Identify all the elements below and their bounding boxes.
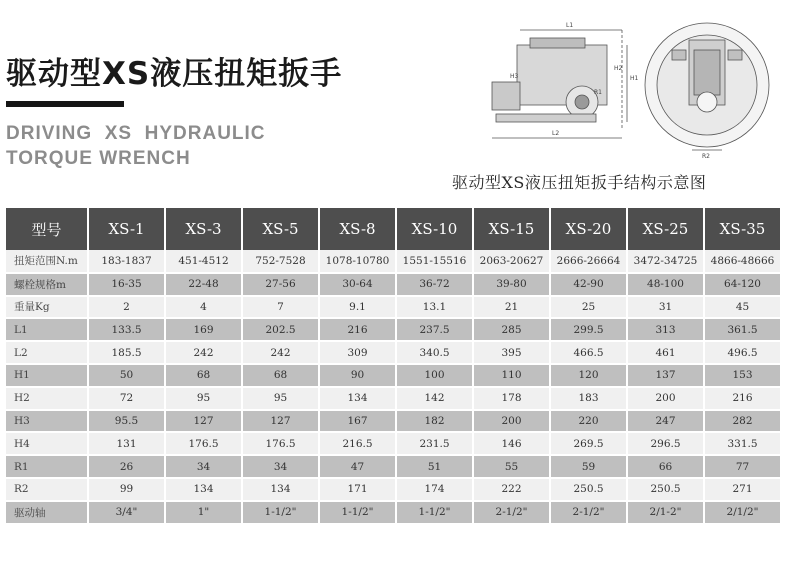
table-cell: 222 (473, 478, 550, 501)
table-cell: 68 (165, 364, 242, 387)
table-cell: 176.5 (165, 432, 242, 455)
column-header: XS-8 (319, 208, 396, 250)
title-underline (6, 101, 124, 107)
table-row (6, 455, 781, 478)
table-row (6, 318, 781, 341)
column-header-model: 型号 (6, 208, 88, 250)
table-cell: 142 (396, 387, 473, 410)
table-cell: 21 (473, 296, 550, 319)
table-cell: 220 (550, 410, 627, 433)
table-cell: 340.5 (396, 341, 473, 364)
row-label: H1 (6, 364, 88, 387)
table-cell: 331.5 (704, 432, 781, 455)
table-cell: 216 (319, 318, 396, 341)
table-cell: 271 (704, 478, 781, 501)
table-cell: 182 (396, 410, 473, 433)
table-cell: 2-1/2" (550, 501, 627, 524)
table-cell: 7 (242, 296, 319, 319)
row-label: H4 (6, 432, 88, 455)
table-cell: 183 (550, 387, 627, 410)
table-cell: 30-64 (319, 273, 396, 296)
table-cell: 200 (627, 387, 704, 410)
table-cell: 3472-34725 (627, 250, 704, 273)
table-cell: 3/4" (88, 501, 165, 524)
table-cell: 55 (473, 455, 550, 478)
diagram-label-h3: H3 (510, 73, 519, 80)
table-cell: 496.5 (704, 341, 781, 364)
row-label: L1 (6, 318, 88, 341)
table-cell: 216 (704, 387, 781, 410)
table-row (6, 501, 781, 524)
column-header: XS-10 (396, 208, 473, 250)
table-cell: 2063-20627 (473, 250, 550, 273)
table-cell: 36-72 (396, 273, 473, 296)
table-cell: 47 (319, 455, 396, 478)
table-row (6, 364, 781, 387)
diagram-label-h2: H2 (614, 65, 623, 72)
table-cell: 95 (242, 387, 319, 410)
table-cell: 16-35 (88, 273, 165, 296)
subtitle-line-1: DRIVING XS HYDRAULIC (6, 123, 266, 144)
table-cell: 242 (242, 341, 319, 364)
table-cell: 247 (627, 410, 704, 433)
table-cell: 90 (319, 364, 396, 387)
table-cell: 167 (319, 410, 396, 433)
diagram-label-r2: R2 (702, 153, 710, 160)
table-cell: 4866-48666 (704, 250, 781, 273)
column-header: XS-5 (242, 208, 319, 250)
page-subtitle-english (6, 121, 266, 171)
table-cell: 183-1837 (88, 250, 165, 273)
table-cell: 22-48 (165, 273, 242, 296)
table-cell: 269.5 (550, 432, 627, 455)
table-cell: 1551-15516 (396, 250, 473, 273)
table-row (6, 432, 781, 455)
table-cell: 45 (704, 296, 781, 319)
diagram-label-r1: R1 (594, 89, 602, 96)
table-cell: 31 (627, 296, 704, 319)
diagram-label-h1: H1 (630, 75, 639, 82)
table-cell: 313 (627, 318, 704, 341)
table-cell: 242 (165, 341, 242, 364)
column-header: XS-25 (627, 208, 704, 250)
row-label: L2 (6, 341, 88, 364)
row-label: 扭矩范围N.m (6, 250, 88, 273)
table-cell: 72 (88, 387, 165, 410)
table-cell: 285 (473, 318, 550, 341)
table-cell: 25 (550, 296, 627, 319)
table-cell: 2/1-2" (627, 501, 704, 524)
table-cell: 153 (704, 364, 781, 387)
spec-table-body (6, 250, 781, 524)
table-cell: 137 (627, 364, 704, 387)
table-cell: 50 (88, 364, 165, 387)
row-label: 重量Kg (6, 296, 88, 319)
table-cell: 34 (242, 455, 319, 478)
table-row (6, 410, 781, 433)
table-cell: 131 (88, 432, 165, 455)
table-cell: 134 (165, 478, 242, 501)
table-cell: 64-120 (704, 273, 781, 296)
table-cell: 127 (242, 410, 319, 433)
table-cell: 202.5 (242, 318, 319, 341)
table-cell: 451-4512 (165, 250, 242, 273)
table-cell: 171 (319, 478, 396, 501)
table-row (6, 387, 781, 410)
table-cell: 146 (473, 432, 550, 455)
table-cell: 99 (88, 478, 165, 501)
table-cell: 466.5 (550, 341, 627, 364)
table-row (6, 250, 781, 273)
table-row (6, 478, 781, 501)
table-cell: 1-1/2" (396, 501, 473, 524)
row-label: R1 (6, 455, 88, 478)
table-cell: 68 (242, 364, 319, 387)
column-header: XS-35 (704, 208, 781, 250)
table-cell: 13.1 (396, 296, 473, 319)
table-cell: 174 (396, 478, 473, 501)
table-cell: 42-90 (550, 273, 627, 296)
table-row (6, 341, 781, 364)
table-cell: 216.5 (319, 432, 396, 455)
table-cell: 178 (473, 387, 550, 410)
table-cell: 395 (473, 341, 550, 364)
table-cell: 134 (319, 387, 396, 410)
table-cell: 120 (550, 364, 627, 387)
table-cell: 59 (550, 455, 627, 478)
table-cell: 1" (165, 501, 242, 524)
subtitle-line-2: TORQUE WRENCH (6, 148, 191, 169)
table-cell: 1-1/2" (242, 501, 319, 524)
table-cell: 95 (165, 387, 242, 410)
table-row (6, 296, 781, 319)
table-cell: 250.5 (627, 478, 704, 501)
table-cell: 250.5 (550, 478, 627, 501)
table-cell: 100 (396, 364, 473, 387)
table-cell: 133.5 (88, 318, 165, 341)
table-cell: 176.5 (242, 432, 319, 455)
row-label: 驱动轴 (6, 501, 88, 524)
diagram-label-l2: L2 (552, 130, 560, 137)
column-header: XS-1 (88, 208, 165, 250)
row-label: H2 (6, 387, 88, 410)
table-cell: 51 (396, 455, 473, 478)
table-cell: 2-1/2" (473, 501, 550, 524)
table-cell: 1078-10780 (319, 250, 396, 273)
table-cell: 200 (473, 410, 550, 433)
page-title: 驱动型XS液压扭矩扳手 (6, 56, 343, 92)
table-cell: 4 (165, 296, 242, 319)
table-cell: 299.5 (550, 318, 627, 341)
table-cell: 752-7528 (242, 250, 319, 273)
diagram-caption: 驱动型XS液压扭矩扳手结构示意图 (452, 173, 707, 192)
table-cell: 2/1/2" (704, 501, 781, 524)
column-header: XS-3 (165, 208, 242, 250)
table-cell: 9.1 (319, 296, 396, 319)
table-cell: 39-80 (473, 273, 550, 296)
table-cell: 237.5 (396, 318, 473, 341)
table-cell: 95.5 (88, 410, 165, 433)
table-cell: 66 (627, 455, 704, 478)
table-cell: 127 (165, 410, 242, 433)
table-cell: 361.5 (704, 318, 781, 341)
table-cell: 110 (473, 364, 550, 387)
table-cell: 34 (165, 455, 242, 478)
table-cell: 134 (242, 478, 319, 501)
table-cell: 2666-26664 (550, 250, 627, 273)
diagram-label-l1: L1 (566, 22, 574, 29)
table-cell: 461 (627, 341, 704, 364)
table-cell: 309 (319, 341, 396, 364)
table-cell: 282 (704, 410, 781, 433)
column-header: XS-15 (473, 208, 550, 250)
table-cell: 2 (88, 296, 165, 319)
row-label: R2 (6, 478, 88, 501)
table-cell: 296.5 (627, 432, 704, 455)
row-label: H3 (6, 410, 88, 433)
table-cell: 1-1/2" (319, 501, 396, 524)
row-label: 螺栓规格m (6, 273, 88, 296)
spec-table (6, 208, 782, 525)
table-cell: 27-56 (242, 273, 319, 296)
table-cell: 169 (165, 318, 242, 341)
table-cell: 77 (704, 455, 781, 478)
spec-table-header-row (6, 208, 781, 250)
wrench-structure-diagram (482, 10, 782, 160)
table-cell: 26 (88, 455, 165, 478)
table-row (6, 273, 781, 296)
table-cell: 185.5 (88, 341, 165, 364)
table-cell: 48-100 (627, 273, 704, 296)
column-header: XS-20 (550, 208, 627, 250)
table-cell: 231.5 (396, 432, 473, 455)
